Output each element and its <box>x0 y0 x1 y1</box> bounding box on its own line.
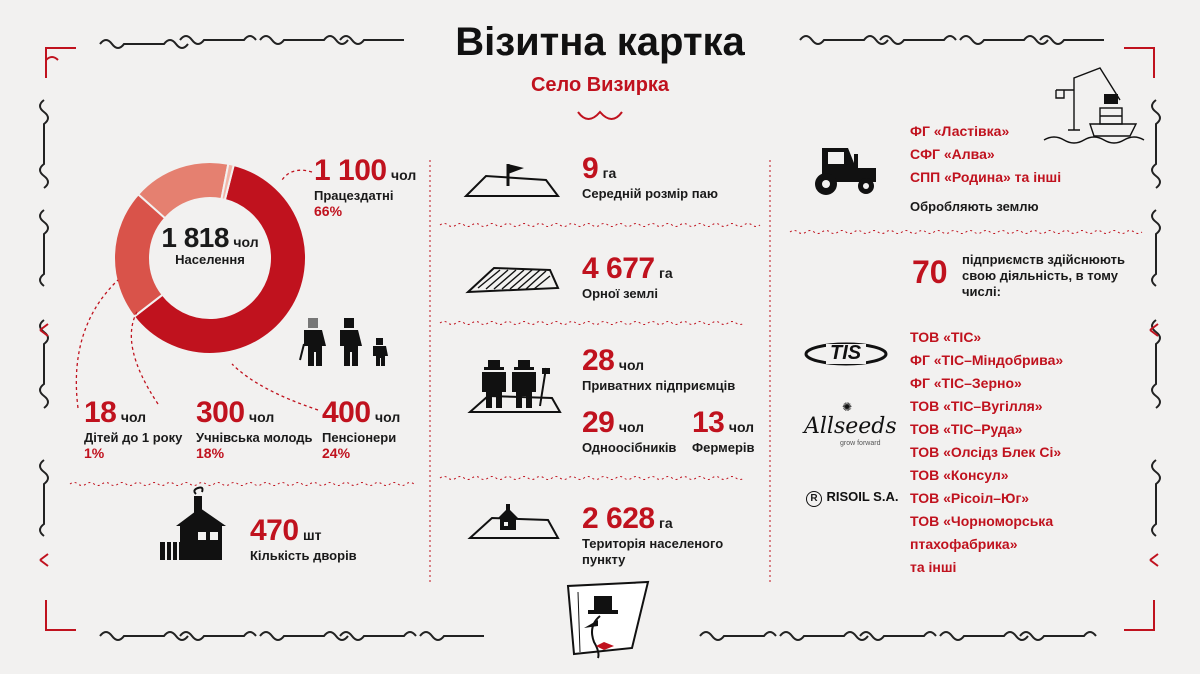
arable-label: Орної землі <box>582 286 658 301</box>
stork-logo <box>560 582 656 660</box>
farmers-unit: чол <box>728 419 755 435</box>
pensioners-value: 400 <box>322 396 371 429</box>
enterprises-list <box>910 326 1063 579</box>
farm-item: ФГ «Ластівка» <box>910 123 1010 139</box>
territory-label: Територія населеного пункту <box>582 536 724 567</box>
youth-value: 300 <box>196 396 245 429</box>
population-total-unit: чол <box>233 234 259 250</box>
youth-unit: чол <box>249 409 275 425</box>
entrepreneurs-unit: чол <box>618 357 645 373</box>
enterprise-item: ТОВ «Консул» <box>910 467 1009 483</box>
children-stat <box>84 396 182 461</box>
farms-caption: Обробляють землю <box>910 199 1039 214</box>
land-share-icon <box>464 160 560 206</box>
tractor-icon <box>808 140 880 196</box>
households-value: 470 <box>250 514 299 547</box>
farmers-stat <box>692 406 755 455</box>
share-unit: га <box>602 165 617 181</box>
entrepreneurs-icon <box>466 354 562 424</box>
entrepreneurs-value: 28 <box>582 344 615 377</box>
enterprises-text: підприємств здійснюють свою діяльність, в тому числі: <box>962 252 1125 299</box>
enterprises-count: 70 <box>912 254 948 290</box>
working-stat <box>314 154 416 219</box>
house-icon <box>152 488 232 564</box>
enterprise-item: ТОВ «ТІС» <box>910 329 982 345</box>
children-value: 18 <box>84 396 117 429</box>
sun-icon: ✺ <box>842 400 853 414</box>
youth-stat <box>196 396 313 461</box>
population-total-label: Населення <box>175 252 245 267</box>
family-icon <box>298 318 394 368</box>
tis-logo <box>804 340 888 368</box>
arable-land-icon <box>464 262 560 296</box>
youth-pct: 18% <box>196 445 225 461</box>
enterprise-item: ФГ «ТІС–Міндобрива» <box>910 352 1064 368</box>
entrepreneurs-stat <box>582 344 735 393</box>
enterprise-item: та інші <box>910 559 957 575</box>
sole-stat <box>582 406 676 455</box>
enterprise-item: птахофабрика» <box>910 536 1018 552</box>
youth-label: Учнівська молодь <box>196 430 313 445</box>
risoil-logo-text: RISOIL S.A. <box>826 489 899 504</box>
farmers-label: Фермерів <box>692 440 755 455</box>
sole-unit: чол <box>618 419 645 435</box>
farms-list <box>910 120 1061 214</box>
risoil-logo <box>806 488 898 507</box>
population-total-value: 1 818 <box>161 222 229 253</box>
page-subtitle: Село Визирка <box>530 74 670 96</box>
enterprise-item: ФГ «ТІС–Зерно» <box>910 375 1022 391</box>
registered-icon: R <box>806 491 822 507</box>
share-stat <box>582 152 718 201</box>
farmers-value: 13 <box>692 406 725 439</box>
working-unit: чол <box>391 167 417 183</box>
enterprise-item: ТОВ «Чорноморська <box>910 513 1054 529</box>
page-title: Візитна картка <box>455 20 745 64</box>
enterprise-item: ТОВ «ТІС–Руда» <box>910 421 1023 437</box>
share-value: 9 <box>582 152 599 185</box>
pensioners-label: Пенсіонери <box>322 430 397 445</box>
territory-stat <box>582 502 752 568</box>
working-value: 1 100 <box>314 154 387 187</box>
territory-unit: га <box>659 515 673 531</box>
households-label: Кількість дворів <box>250 548 357 563</box>
working-pct: 66% <box>314 203 343 219</box>
sole-value: 29 <box>582 406 615 439</box>
children-unit: чол <box>120 409 147 425</box>
enterprise-item: ТОВ «Рісоіл–Юг» <box>910 490 1030 506</box>
farm-item: СФГ «Алва» <box>910 146 995 162</box>
households-stat <box>250 514 357 563</box>
enterprise-item: ТОВ «ТІС–Вугілля» <box>910 398 1043 414</box>
farm-item: СПП «Родина» та інші <box>910 169 1062 185</box>
arable-unit: га <box>659 265 673 281</box>
children-pct: 1% <box>84 445 105 461</box>
sole-label: Одноосібників <box>582 440 677 455</box>
arable-value: 4 677 <box>582 252 655 285</box>
entrepreneurs-label: Приватних підприємців <box>582 378 736 393</box>
allseeds-tagline: grow forward <box>840 440 881 447</box>
allseeds-logo-text: Allseeds <box>804 414 897 439</box>
village-territory-icon <box>466 502 562 542</box>
share-label: Середній розмір паю <box>582 186 718 201</box>
pensioners-stat <box>322 396 400 461</box>
enterprise-item: ТОВ «Олсідз Блек Сі» <box>910 444 1062 460</box>
pensioners-pct: 24% <box>322 445 351 461</box>
tis-logo-text: TIS <box>830 342 862 364</box>
pensioners-unit: чол <box>375 409 401 425</box>
allseeds-logo <box>804 400 897 450</box>
arable-stat <box>582 252 673 301</box>
households-unit: шт <box>303 527 322 543</box>
children-label: Дітей до 1 року <box>84 430 183 445</box>
working-label: Працездатні <box>314 188 394 203</box>
territory-value: 2 628 <box>582 502 655 535</box>
